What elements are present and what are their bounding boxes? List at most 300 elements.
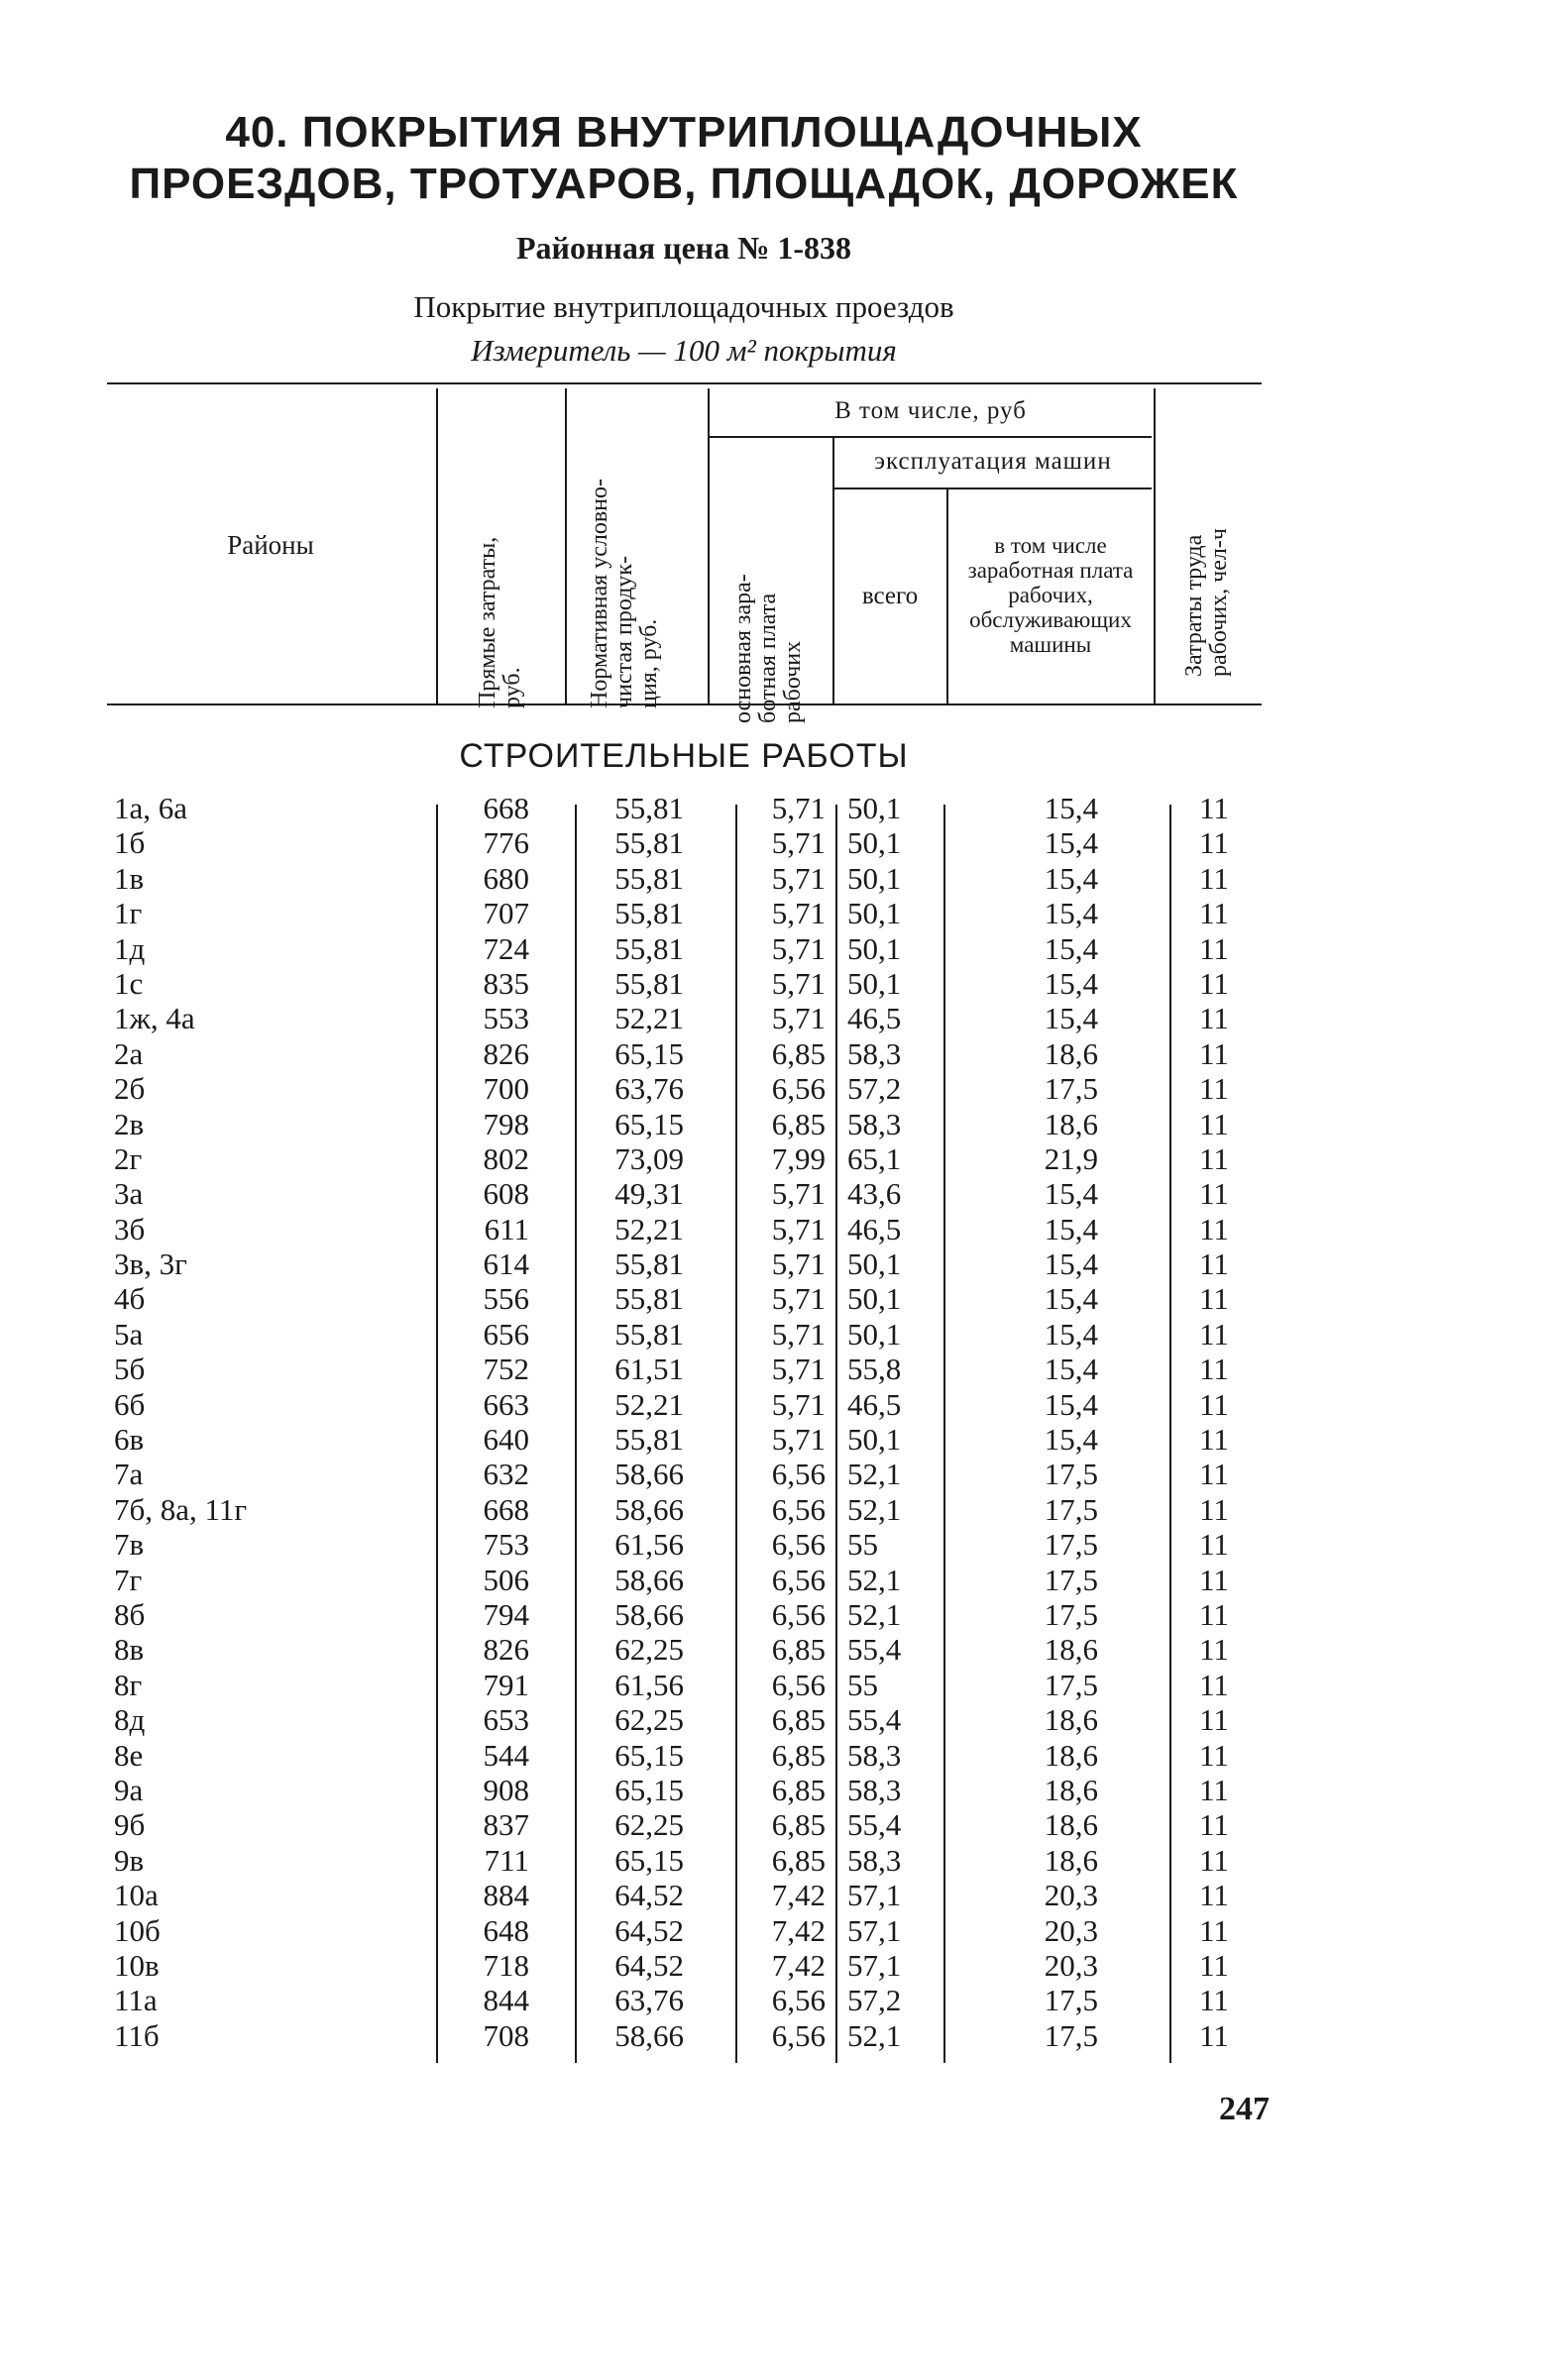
normative-cell: 55,81 — [614, 825, 684, 861]
normative-cell: 58,66 — [614, 1596, 684, 1632]
direct-cost-cell: 632 — [483, 1457, 529, 1492]
labor-cell: 11 — [1199, 1246, 1229, 1282]
region-cell: 6в — [114, 1422, 145, 1458]
direct-cost-cell: 553 — [483, 1001, 529, 1036]
base-wage-cell: 7,42 — [771, 1947, 826, 1983]
direct-cost-cell: 668 — [483, 1491, 529, 1527]
machine-total-cell: 57,1 — [847, 1878, 902, 1913]
base-wage-cell: 5,71 — [771, 1352, 826, 1387]
labor-cell: 11 — [1199, 930, 1229, 966]
page-title — [99, 107, 1269, 210]
labor-cell: 11 — [1199, 1071, 1229, 1107]
table-row — [0, 896, 1551, 930]
base-wage-cell: 6,56 — [771, 1562, 826, 1597]
normative-cell: 55,81 — [614, 896, 684, 931]
machine-total-cell: 50,1 — [847, 860, 902, 896]
labor-cell: 11 — [1199, 1281, 1229, 1317]
region-cell: 7г — [114, 1562, 143, 1597]
machine-wage-cell: 15,4 — [1044, 860, 1098, 896]
labor-cell: 11 — [1199, 1807, 1229, 1843]
table-row — [0, 2018, 1551, 2053]
labor-cell: 11 — [1199, 896, 1229, 931]
direct-cost-cell: 611 — [484, 1211, 529, 1246]
machine-total-cell: 50,1 — [847, 791, 902, 825]
direct-cost-cell: 844 — [483, 1983, 529, 2018]
normative-cell: 62,25 — [614, 1807, 684, 1843]
direct-cost-cell: 794 — [483, 1596, 529, 1632]
base-wage-cell: 5,71 — [771, 1386, 826, 1422]
base-wage-cell: 5,71 — [771, 1316, 826, 1352]
direct-cost-cell: 608 — [483, 1176, 529, 1212]
table-caption: Покрытие внутриплощадочных проездов — [413, 289, 954, 324]
region-cell: 10б — [114, 1912, 161, 1948]
region-cell: 10а — [114, 1878, 159, 1913]
machine-total-cell: 58,3 — [847, 1737, 902, 1773]
machine-total-cell: 58,3 — [847, 1842, 902, 1878]
normative-cell: 55,81 — [614, 1316, 684, 1352]
machine-wage-cell: 15,4 — [1044, 965, 1098, 1001]
base-wage-cell: 5,71 — [771, 791, 826, 825]
labor-cell: 11 — [1199, 1947, 1229, 1983]
machine-total-cell: 43,6 — [847, 1176, 902, 1212]
direct-cost-cell: 791 — [483, 1667, 529, 1702]
labor-cell: 11 — [1199, 1001, 1229, 1036]
normative-cell: 61,56 — [614, 1667, 684, 1702]
machine-wage-cell: 15,4 — [1044, 1281, 1098, 1317]
region-cell: 7в — [114, 1527, 145, 1563]
normative-cell: 65,15 — [614, 1737, 684, 1773]
header-including: В том числе, руб — [834, 397, 1027, 424]
machine-total-cell: 55,8 — [847, 1352, 902, 1387]
labor-cell: 11 — [1199, 1702, 1229, 1738]
region-cell: 11а — [114, 1983, 158, 2018]
base-wage-cell: 5,71 — [771, 896, 826, 931]
region-cell: 7а — [114, 1457, 144, 1492]
machine-wage-cell: 20,3 — [1044, 1947, 1098, 1983]
table-row — [0, 1948, 1551, 1983]
normative-cell: 58,66 — [614, 2017, 684, 2053]
labor-cell: 11 — [1199, 1457, 1229, 1492]
direct-cost-cell: 680 — [483, 860, 529, 896]
labor-cell: 11 — [1199, 860, 1229, 896]
machine-wage-cell: 17,5 — [1044, 1491, 1098, 1527]
base-wage-cell: 6,56 — [771, 1457, 826, 1492]
direct-cost-cell: 663 — [483, 1386, 529, 1422]
direct-cost-cell: 653 — [483, 1702, 529, 1738]
base-wage-cell: 6,56 — [771, 2017, 826, 2053]
machine-total-cell: 65,1 — [847, 1140, 902, 1176]
machine-total-cell: 50,1 — [847, 896, 902, 931]
normative-cell: 55,81 — [614, 860, 684, 896]
labor-cell: 11 — [1199, 1842, 1229, 1878]
base-wage-cell: 6,56 — [771, 1527, 826, 1563]
table-row — [0, 825, 1551, 860]
region-cell: 8б — [114, 1596, 146, 1632]
labor-cell: 11 — [1199, 1106, 1229, 1141]
base-wage-cell: 6,56 — [771, 1491, 826, 1527]
machine-wage-cell: 15,4 — [1044, 1246, 1098, 1282]
header-top-rule — [107, 382, 1262, 384]
machine-wage-cell: 18,6 — [1044, 1035, 1098, 1071]
labor-cell: 11 — [1199, 1983, 1229, 2018]
table-row — [0, 1387, 1551, 1422]
table-row — [0, 1317, 1551, 1352]
machine-wage-cell: 17,5 — [1044, 1667, 1098, 1702]
labor-cell: 11 — [1199, 1912, 1229, 1948]
page-number: 247 — [1219, 2091, 1270, 2127]
machine-wage-cell: 21,9 — [1044, 1140, 1098, 1176]
region-cell: 9в — [114, 1842, 145, 1878]
region-cell: 10в — [114, 1947, 160, 1983]
machine-total-cell: 50,1 — [847, 1281, 902, 1317]
labor-cell: 11 — [1199, 1596, 1229, 1632]
base-wage-cell: 5,71 — [771, 860, 826, 896]
normative-cell: 62,25 — [614, 1702, 684, 1738]
table-row — [0, 966, 1551, 1001]
table-row — [0, 1597, 1551, 1632]
machine-wage-cell: 20,3 — [1044, 1912, 1098, 1948]
machine-total-cell: 55,4 — [847, 1632, 902, 1668]
machine-wage-cell: 15,4 — [1044, 791, 1098, 825]
normative-cell: 65,15 — [614, 1842, 684, 1878]
base-wage-cell: 5,71 — [771, 930, 826, 966]
normative-cell: 58,66 — [614, 1491, 684, 1527]
labor-cell: 11 — [1199, 965, 1229, 1001]
base-wage-cell: 5,71 — [771, 965, 826, 1001]
region-cell: 3а — [114, 1176, 144, 1212]
machine-total-cell: 50,1 — [847, 1316, 902, 1352]
title-line-1: 40. ПОКРЫТИЯ ВНУТРИПЛОЩАДОЧНЫХ — [225, 108, 1143, 157]
base-wage-cell: 5,71 — [771, 1246, 826, 1282]
header-divider-6 — [1154, 388, 1156, 703]
normative-cell: 58,66 — [614, 1457, 684, 1492]
base-wage-cell: 6,85 — [771, 1772, 826, 1807]
base-wage-cell: 7,42 — [771, 1878, 826, 1913]
machine-total-cell: 58,3 — [847, 1772, 902, 1807]
base-wage-cell: 6,56 — [771, 1667, 826, 1702]
table-row — [0, 1878, 1551, 1912]
header-divider-2 — [565, 388, 567, 703]
direct-cost-cell: 656 — [483, 1316, 529, 1352]
normative-cell: 63,76 — [614, 1071, 684, 1107]
region-cell: 1в — [114, 860, 145, 896]
machine-wage-cell: 18,6 — [1044, 1842, 1098, 1878]
normative-cell: 64,52 — [614, 1912, 684, 1948]
base-wage-cell: 5,71 — [771, 1211, 826, 1246]
base-wage-cell: 5,71 — [771, 1281, 826, 1317]
normative-cell: 55,81 — [614, 1281, 684, 1317]
table-row — [0, 1141, 1551, 1176]
machine-wage-cell: 15,4 — [1044, 1211, 1098, 1246]
machine-total-cell: 50,1 — [847, 1422, 902, 1458]
header-machine-ops: эксплуатация машин — [874, 448, 1112, 475]
labor-cell: 11 — [1199, 1211, 1229, 1246]
region-cell: 1с — [114, 965, 144, 1001]
normative-cell: 65,15 — [614, 1106, 684, 1141]
machine-wage-cell: 15,4 — [1044, 1316, 1098, 1352]
direct-cost-cell: 648 — [483, 1912, 529, 1948]
region-cell: 7б, 8а, 11г — [114, 1491, 248, 1527]
base-wage-cell: 6,85 — [771, 1106, 826, 1141]
header-labor-costs: Затраты труда рабочих, чел-ч — [1181, 528, 1232, 677]
base-wage-cell: 6,85 — [771, 1737, 826, 1773]
region-cell: 6б — [114, 1386, 146, 1422]
region-cell: 1г — [114, 896, 143, 931]
labor-cell: 11 — [1199, 1772, 1229, 1807]
machine-total-cell: 55 — [847, 1527, 878, 1563]
direct-cost-cell: 711 — [484, 1842, 529, 1878]
normative-cell: 65,15 — [614, 1035, 684, 1071]
region-cell: 8е — [114, 1737, 144, 1773]
direct-cost-cell: 614 — [483, 1246, 529, 1282]
direct-cost-cell: 556 — [483, 1281, 529, 1317]
machine-total-cell: 46,5 — [847, 1001, 902, 1036]
table-row — [0, 1246, 1551, 1281]
table-row — [0, 1176, 1551, 1211]
region-cell: 3в, 3г — [114, 1246, 187, 1282]
table-body — [0, 791, 1551, 2053]
direct-cost-cell: 835 — [483, 965, 529, 1001]
machine-wage-cell: 15,4 — [1044, 1422, 1098, 1458]
region-cell: 8в — [114, 1632, 145, 1668]
header-machine-total: всего — [861, 583, 919, 609]
table-row — [0, 1457, 1551, 1491]
direct-cost-cell: 826 — [483, 1035, 529, 1071]
labor-cell: 11 — [1199, 1140, 1229, 1176]
machine-total-cell: 55 — [847, 1667, 878, 1702]
machine-total-cell: 50,1 — [847, 930, 902, 966]
machine-wage-cell: 15,4 — [1044, 1176, 1098, 1212]
machine-wage-cell: 17,5 — [1044, 1562, 1098, 1597]
normative-cell: 49,31 — [614, 1176, 684, 1212]
table-row — [0, 931, 1551, 966]
header-regions: Районы — [227, 530, 314, 560]
section-title: СТРОИТЕЛЬНЫЕ РАБОТЫ — [459, 737, 909, 775]
region-cell: 1д — [114, 930, 146, 966]
table-row — [0, 1527, 1551, 1562]
machine-wage-cell: 18,6 — [1044, 1737, 1098, 1773]
base-wage-cell: 6,85 — [771, 1035, 826, 1071]
machine-wage-cell: 15,4 — [1044, 825, 1098, 861]
region-cell: 5б — [114, 1352, 146, 1387]
machine-wage-cell: 17,5 — [1044, 1071, 1098, 1107]
table-row — [0, 1983, 1551, 2017]
price-subtitle: Районная цена № 1-838 — [515, 230, 852, 266]
machine-wage-cell: 17,5 — [1044, 1527, 1098, 1563]
direct-cost-cell: 884 — [483, 1878, 529, 1913]
machine-total-cell: 52,1 — [847, 1596, 902, 1632]
header-normative-production: Нормативная условно-чистая продук- ция, руб. — [587, 478, 662, 708]
direct-cost-cell: 798 — [483, 1106, 529, 1141]
machine-wage-cell: 15,4 — [1044, 1352, 1098, 1387]
machine-wage-cell: 15,4 — [1044, 1386, 1098, 1422]
table-row — [0, 1913, 1551, 1948]
table-row — [0, 1422, 1551, 1457]
region-cell: 2а — [114, 1035, 144, 1071]
machine-total-cell: 50,1 — [847, 1246, 902, 1282]
normative-cell: 61,51 — [614, 1352, 684, 1387]
base-wage-cell: 6,56 — [771, 1596, 826, 1632]
region-cell: 2г — [114, 1140, 143, 1176]
header-direct-costs: Прямые затраты, руб. — [475, 536, 525, 708]
machine-total-cell: 46,5 — [847, 1211, 902, 1246]
machine-total-cell: 50,1 — [847, 965, 902, 1001]
normative-cell: 62,25 — [614, 1632, 684, 1668]
normative-cell: 52,21 — [614, 1001, 684, 1036]
machine-wage-cell: 18,6 — [1044, 1807, 1098, 1843]
normative-cell: 55,81 — [614, 1246, 684, 1282]
table-row — [0, 1036, 1551, 1071]
base-wage-cell: 6,56 — [771, 1071, 826, 1107]
base-wage-cell: 6,85 — [771, 1632, 826, 1668]
machine-wage-cell: 18,6 — [1044, 1106, 1098, 1141]
machine-total-cell: 57,1 — [847, 1947, 902, 1983]
base-wage-cell: 6,85 — [771, 1807, 826, 1843]
machine-wage-cell: 20,3 — [1044, 1878, 1098, 1913]
header-divider-1 — [436, 388, 438, 703]
machine-wage-cell: 17,5 — [1044, 1457, 1098, 1492]
machine-total-cell: 57,1 — [847, 1912, 902, 1948]
machine-total-cell: 46,5 — [847, 1386, 902, 1422]
direct-cost-cell: 707 — [483, 896, 529, 931]
unit-of-measure: Измеритель — 100 м² покрытия — [471, 333, 897, 368]
labor-cell: 11 — [1199, 2017, 1229, 2053]
base-wage-cell: 7,99 — [771, 1140, 826, 1176]
normative-cell: 55,81 — [614, 930, 684, 966]
header-divider-5 — [946, 487, 948, 703]
region-cell: 8г — [114, 1667, 143, 1702]
direct-cost-cell: 718 — [483, 1947, 529, 1983]
base-wage-cell: 7,42 — [771, 1912, 826, 1948]
normative-cell: 61,56 — [614, 1527, 684, 1563]
machine-total-cell: 58,3 — [847, 1106, 902, 1141]
direct-cost-cell: 700 — [483, 1071, 529, 1107]
labor-cell: 11 — [1199, 1527, 1229, 1563]
base-wage-cell: 6,85 — [771, 1842, 826, 1878]
table-row — [0, 1632, 1551, 1667]
machine-wage-cell: 15,4 — [1044, 930, 1098, 966]
direct-cost-cell: 724 — [483, 930, 529, 966]
normative-cell: 73,09 — [614, 1140, 684, 1176]
table-row — [0, 791, 1551, 825]
region-cell: 4б — [114, 1281, 146, 1317]
title-line-2: ПРОЕЗДОВ, ТРОТУАРОВ, ПЛОЩАДОК, ДОРОЖЕК — [129, 160, 1239, 208]
machine-total-cell: 55,4 — [847, 1702, 902, 1738]
normative-cell: 58,66 — [614, 1562, 684, 1597]
table-row — [0, 861, 1551, 896]
labor-cell: 11 — [1199, 1035, 1229, 1071]
table-row — [0, 1281, 1551, 1316]
direct-cost-cell: 802 — [483, 1140, 529, 1176]
header-bottom-rule — [107, 703, 1262, 705]
table-row — [0, 1843, 1551, 1878]
labor-cell: 11 — [1199, 825, 1229, 861]
direct-cost-cell: 668 — [483, 791, 529, 825]
machine-wage-cell: 17,5 — [1044, 2017, 1098, 2053]
machine-total-cell: 52,1 — [847, 1562, 902, 1597]
labor-cell: 11 — [1199, 1316, 1229, 1352]
normative-cell: 55,81 — [614, 791, 684, 825]
normative-cell: 52,21 — [614, 1211, 684, 1246]
direct-cost-cell: 708 — [483, 2017, 529, 2053]
region-cell: 9б — [114, 1807, 146, 1843]
machine-wage-cell: 15,4 — [1044, 1001, 1098, 1036]
labor-cell: 11 — [1199, 1562, 1229, 1597]
direct-cost-cell: 640 — [483, 1422, 529, 1458]
normative-cell: 64,52 — [614, 1947, 684, 1983]
base-wage-cell: 5,71 — [771, 825, 826, 861]
region-cell: 1б — [114, 825, 146, 861]
direct-cost-cell: 752 — [483, 1352, 529, 1387]
labor-cell: 11 — [1199, 1632, 1229, 1668]
direct-cost-cell: 753 — [483, 1527, 529, 1563]
base-wage-cell: 5,71 — [771, 1001, 826, 1036]
region-cell: 11б — [114, 2017, 160, 2053]
table-row — [0, 1212, 1551, 1246]
normative-cell: 52,21 — [614, 1386, 684, 1422]
table-row — [0, 1702, 1551, 1737]
region-cell: 5а — [114, 1316, 144, 1352]
labor-cell: 11 — [1199, 1737, 1229, 1773]
table-row — [0, 1668, 1551, 1702]
table-row — [0, 1492, 1551, 1527]
base-wage-cell: 6,85 — [771, 1702, 826, 1738]
table-row — [0, 1738, 1551, 1773]
region-cell: 8д — [114, 1702, 146, 1738]
machine-total-cell: 58,3 — [847, 1035, 902, 1071]
region-cell: 2в — [114, 1106, 145, 1141]
labor-cell: 11 — [1199, 1491, 1229, 1527]
machine-total-cell: 57,2 — [847, 1071, 902, 1107]
labor-cell: 11 — [1199, 1176, 1229, 1212]
labor-cell: 11 — [1199, 1386, 1229, 1422]
labor-cell: 11 — [1199, 1422, 1229, 1458]
normative-cell: 55,81 — [614, 1422, 684, 1458]
machine-wage-cell: 17,5 — [1044, 1983, 1098, 2018]
normative-cell: 63,76 — [614, 1983, 684, 2018]
machine-wage-cell: 18,6 — [1044, 1772, 1098, 1807]
machine-total-cell: 55,4 — [847, 1807, 902, 1843]
direct-cost-cell: 544 — [483, 1737, 529, 1773]
labor-cell: 11 — [1199, 791, 1229, 825]
region-cell: 1а, 6а — [114, 791, 188, 825]
labor-cell: 11 — [1199, 1878, 1229, 1913]
region-cell: 3б — [114, 1211, 146, 1246]
table-row — [0, 1807, 1551, 1842]
region-cell: 9а — [114, 1772, 144, 1807]
table-row — [0, 1071, 1551, 1106]
table-row — [0, 1352, 1551, 1386]
region-cell: 1ж, 4а — [114, 1001, 195, 1036]
normative-cell: 64,52 — [614, 1878, 684, 1913]
machine-total-cell: 52,1 — [847, 2017, 902, 2053]
table-row — [0, 1107, 1551, 1141]
labor-cell: 11 — [1199, 1667, 1229, 1702]
region-cell: 2б — [114, 1071, 146, 1107]
base-wage-cell: 5,71 — [771, 1176, 826, 1212]
normative-cell: 65,15 — [614, 1772, 684, 1807]
table-row — [0, 1001, 1551, 1035]
direct-cost-cell: 826 — [483, 1632, 529, 1668]
machine-total-cell: 57,2 — [847, 1983, 902, 2018]
table-row — [0, 1773, 1551, 1807]
machine-wage-cell: 18,6 — [1044, 1632, 1098, 1668]
base-wage-cell: 5,71 — [771, 1422, 826, 1458]
base-wage-cell: 6,56 — [771, 1983, 826, 2018]
header-divider-3 — [708, 388, 710, 703]
table-row — [0, 1563, 1551, 1597]
labor-cell: 11 — [1199, 1352, 1229, 1387]
